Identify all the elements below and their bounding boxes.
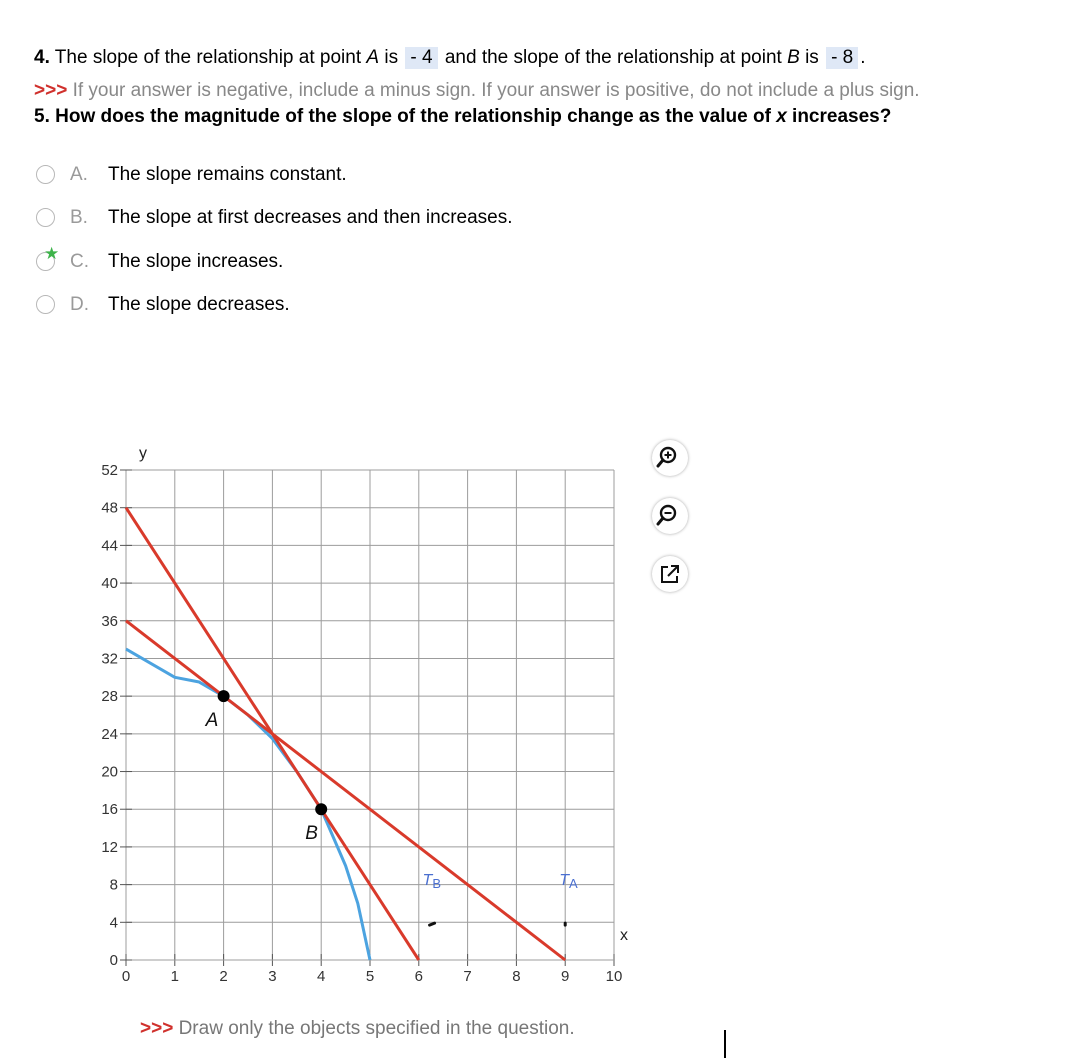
y-tick-label: 32	[101, 650, 118, 668]
y-tick-label: 52	[101, 462, 118, 479]
y-tick-label: 48	[101, 499, 118, 517]
y-tick-label: 4	[109, 914, 118, 932]
point-a	[218, 690, 230, 702]
zoom-out-button[interactable]	[652, 498, 688, 534]
text-cursor	[724, 1030, 726, 1058]
y-tick-label: 36	[101, 612, 118, 630]
instruction-note: >>> Draw only the objects specified in the question.	[140, 1018, 575, 1039]
x-tick-label: 9	[561, 968, 570, 985]
x-axis-label: x	[620, 927, 628, 944]
tangent-marker-b	[430, 923, 435, 925]
answer-box-slope-a[interactable]: - 4	[405, 47, 437, 69]
x-tick-label: 1	[170, 968, 179, 985]
radio-button[interactable]	[36, 165, 55, 184]
y-tick-label: 40	[101, 575, 118, 593]
tangent-label-a: TA	[559, 871, 578, 891]
radio-button[interactable]	[36, 295, 55, 314]
x-tick-label: 0	[121, 968, 131, 985]
radio-button[interactable]	[36, 208, 55, 227]
zoom-in-icon	[652, 440, 688, 476]
correct-star-icon: ★	[44, 244, 60, 263]
point-label-a: A	[205, 710, 219, 732]
popout-icon	[652, 556, 688, 592]
zoom-out-icon	[652, 498, 688, 534]
y-tick-label: 16	[101, 801, 118, 819]
point-label-b: B	[305, 823, 318, 845]
y-tick-label: 28	[101, 688, 118, 706]
point-b	[315, 803, 327, 815]
question-5: 5. How does the magnitude of the slope of the relationship change as the value of x increases?	[34, 106, 892, 127]
x-tick-label: 3	[268, 968, 277, 985]
zoom-in-button[interactable]	[652, 440, 688, 476]
x-tick-label: 10	[605, 968, 623, 985]
y-tick-label: 0	[109, 952, 118, 969]
question-4: 4. The slope of the relationship at point A is - 4 and the slope of the relationship at point B is - 8 .	[34, 47, 866, 68]
y-tick-label: 12	[101, 838, 118, 856]
graph[interactable]	[0, 430, 700, 1010]
tangent-label-b: TB	[422, 871, 442, 891]
hint-text: >>> If your answer is negative, include a minus sign. If your answer is positive, do not include a plus sign.	[34, 80, 920, 101]
answer-box-slope-b[interactable]: - 8	[826, 47, 858, 69]
x-tick-label: 6	[414, 968, 423, 985]
x-tick-label: 2	[219, 968, 228, 985]
y-tick-label: 8	[109, 876, 118, 894]
x-tick-label: 5	[365, 968, 375, 985]
y-tick-label: 20	[101, 763, 118, 781]
series-ta-line	[126, 621, 565, 960]
popout-button[interactable]	[652, 556, 688, 592]
y-tick-label: 24	[101, 725, 118, 743]
x-tick-label: 4	[317, 968, 326, 985]
x-tick-label: 8	[512, 968, 521, 985]
y-tick-label: 44	[101, 537, 118, 555]
x-tick-label: 7	[463, 968, 472, 985]
y-axis-label: y	[139, 445, 147, 462]
